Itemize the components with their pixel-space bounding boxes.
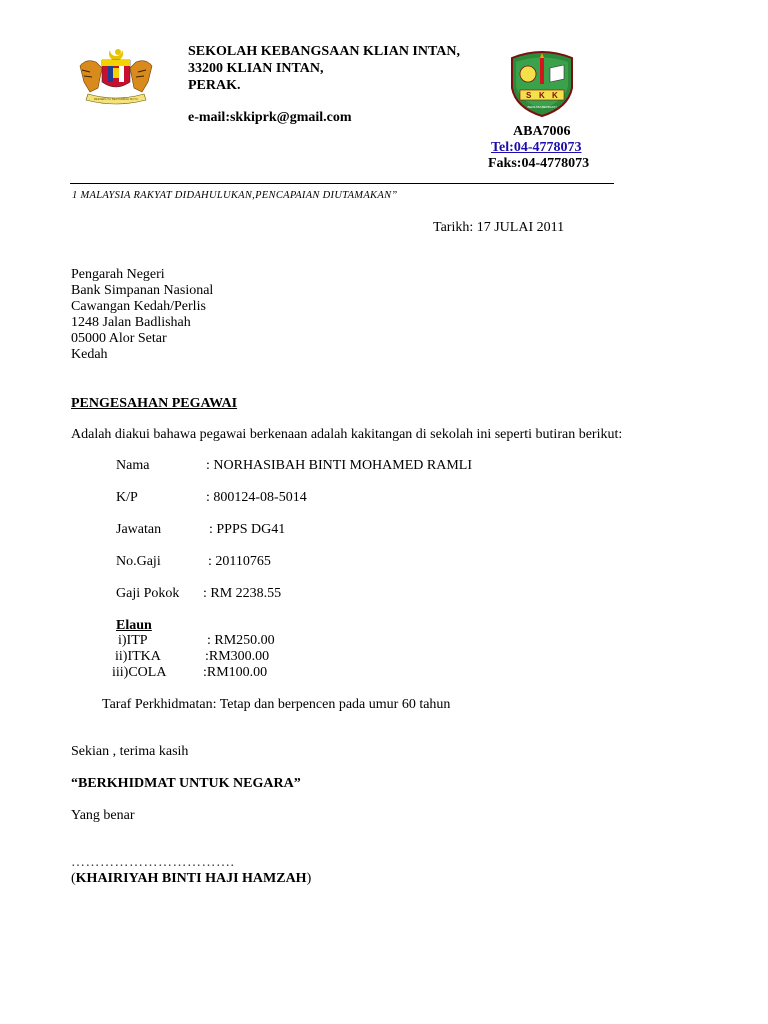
recipient-line: Pengarah Negeri (71, 267, 165, 282)
detail-value-nama: : NORHASIBAH BINTI MOHAMED RAMLI (206, 458, 472, 473)
elaun-label-itka: ii)ITKA (115, 649, 161, 664)
coat-of-arms-logo (72, 46, 160, 106)
elaun-label-cola: iii)COLA (112, 665, 167, 680)
elaun-title: Elaun (116, 618, 152, 633)
detail-label-gaji-pokok: Gaji Pokok (116, 586, 180, 601)
recipient-line: 05000 Alor Setar (71, 331, 167, 346)
detail-value-jawatan: : PPPS DG41 (209, 522, 286, 537)
detail-label-nama: Nama (116, 458, 150, 473)
detail-value-kp: : 800124-08-5014 (206, 490, 307, 505)
recipient-line: Kedah (71, 347, 108, 362)
signatory-name: KHAIRIYAH BINTI HAJI HAMZAH (75, 871, 307, 886)
elaun-label-itp: i)ITP (118, 633, 148, 648)
closing-line: Sekian , terima kasih (71, 744, 189, 759)
signoff: Yang benar (71, 808, 135, 823)
elaun-value-cola: :RM100.00 (203, 665, 268, 680)
service-terms: Taraf Perkhidmatan: Tetap dan berpencen pada umur 60 tahun (102, 697, 451, 712)
recipient-line: Bank Simpanan Nasional (71, 283, 214, 298)
detail-value-gaji-pokok: : RM 2238.55 (203, 586, 282, 601)
school-logo (506, 50, 578, 120)
signatory-close-paren: ) (306, 871, 312, 886)
detail-label-no-gaji: No.Gaji (116, 554, 161, 569)
letter-subject: PENGESAHAN PEGAWAI (71, 396, 238, 411)
detail-label-jawatan: Jawatan (116, 522, 162, 537)
school-address-line2: PERAK. (188, 78, 241, 93)
school-name: SEKOLAH KEBANGSAAN KLIAN INTAN, (188, 44, 461, 59)
school-telephone-link[interactable]: Tel:04-4778073 (491, 140, 582, 155)
letter-intro: Adalah diakui bahawa pegawai berkenaan adalah kakitangan di sekolah ini seperti butiran berikut: (71, 427, 623, 442)
signatory-open-paren: ( (71, 871, 76, 886)
school-code: ABA7006 (513, 124, 571, 139)
detail-value-no-gaji: : 20110765 (208, 554, 271, 569)
svg-text:K: K (539, 91, 545, 100)
school-fax: Faks:04-4778073 (488, 156, 590, 171)
school-email: e-mail:skkiprk@gmail.com (188, 110, 352, 125)
svg-text:S: S (526, 91, 532, 100)
header-divider (70, 183, 614, 184)
svg-text:K: K (552, 91, 558, 100)
slogan: “BERKHIDMAT UNTUK NEGARA” (71, 776, 301, 791)
signatory (71, 871, 311, 887)
recipient-line: Cawangan Kedah/Perlis (71, 299, 206, 314)
crest-right-lettering: BERILMU BERBAKTI (527, 105, 557, 109)
detail-label-kp: K/P (116, 490, 138, 505)
school-address-line1: 33200 KLIAN INTAN, (188, 61, 324, 76)
letter-date: Tarikh: 17 JULAI 2011 (433, 220, 565, 235)
elaun-value-itp: : RM250.00 (207, 633, 275, 648)
elaun-value-itka: :RM300.00 (205, 649, 270, 664)
signature-line: ……………………………. (71, 855, 235, 870)
recipient-line: 1248 Jalan Badlishah (71, 315, 191, 330)
crest-left-lettering: BERSEKUTU BERTAMBAH MUTU (94, 97, 138, 101)
motto-line: 1 MALAYSIA RAKYAT DIDAHULUKAN,PENCAPAIAN DIUTAMAKAN” (72, 190, 398, 201)
